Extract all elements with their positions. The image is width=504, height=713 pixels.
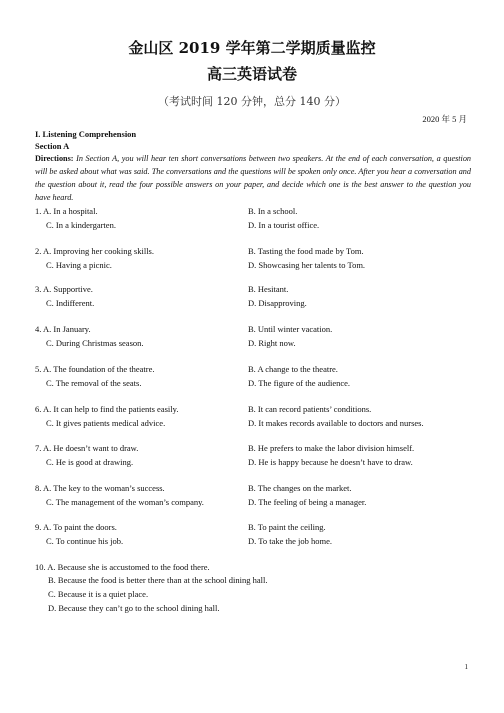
exam-date: 2020 年 5 月 (422, 114, 467, 124)
q7-option-b: B. He prefers to make the labor division himself. (248, 443, 415, 453)
q7-option-d: D. He is happy because he doesn’t have to draw. (248, 457, 413, 467)
q4-option-d: D. Right now. (248, 338, 296, 348)
q8-option-a: 8. A. The key to the woman’s success. (35, 483, 165, 493)
q2-option-c: C. Having a picnic. (46, 260, 112, 270)
q7-option-a: 7. A. He doesn’t want to draw. (35, 443, 139, 453)
q5-option-a: 5. A. The foundation of the theatre. (35, 364, 155, 374)
q9-option-a: 9. A. To paint the doors. (35, 522, 117, 532)
q9-option-c: C. To continue his job. (46, 536, 124, 546)
exam-title: 金山区 2019 学年第二学期质量监控 (128, 39, 376, 57)
q8-option-c: C. The management of the woman’s company. (46, 497, 204, 507)
q4-option-b: B. Until winter vacation. (248, 324, 333, 334)
q9-option-d: D. To take the job home. (248, 536, 332, 546)
page-number: 1 (464, 663, 468, 671)
q9-option-b: B. To paint the ceiling. (248, 522, 326, 532)
q10-option-c: C. Because it is a quiet place. (48, 589, 149, 599)
section-a-heading: Section A (35, 141, 70, 151)
q10-option-b: B. Because the food is better there than at the school dining hall. (48, 575, 268, 585)
q1-option-d: D. In a tourist office. (248, 220, 320, 230)
q3-option-d: D. Disapproving. (248, 298, 307, 308)
directions-paragraph (35, 153, 471, 205)
q7-option-c: C. He is good at drawing. (46, 457, 134, 467)
q5-option-c: C. The removal of the seats. (46, 378, 142, 388)
q1-option-c: C. In a kindergarten. (46, 220, 116, 230)
q8-option-b: B. The changes on the market. (248, 483, 352, 493)
q10-option-d: D. Because they can’t go to the school dining hall. (48, 603, 220, 613)
q1-option-b: B. In a school. (248, 206, 298, 216)
q4-option-c: C. During Christmas season. (46, 338, 144, 348)
directions-text: In Section A, you will hear ten short conversations between two speakers. At the end of each conversation, a question will be asked about what was said. The conversations and the questions will be spoken only once. After you hear a conversation and the question about it, read the four possible answers on your paper, and decide which one is the best answer to the question you have heard. (35, 154, 472, 202)
q4-option-a: 4. A. In January. (35, 324, 91, 334)
q3-option-c: C. Indifferent. (46, 298, 95, 308)
q6-option-d: D. It makes records available to doctors and nurses. (248, 418, 424, 428)
q5-option-b: B. A change to the theatre. (248, 364, 338, 374)
exam-time-note: （考试时间 120 分钟，总分 140 分） (158, 95, 346, 108)
q6-option-b: B. It can record patients’ conditions. (248, 404, 372, 414)
q6-option-a: 6. A. It can help to find the patients easily. (35, 404, 179, 414)
q2-option-b: B. Tasting the food made by Tom. (248, 246, 364, 256)
q2-option-a: 2. A. Improving her cooking skills. (35, 246, 154, 256)
directions-label: Directions: (35, 154, 74, 163)
q3-option-a: 3. A. Supportive. (35, 284, 93, 294)
q1-option-a: 1. A. In a hospital. (35, 206, 98, 216)
q2-option-d: D. Showcasing her talents to Tom. (248, 260, 366, 270)
q3-option-b: B. Hesitant. (248, 284, 289, 294)
q5-option-d: D. The figure of the audience. (248, 378, 351, 388)
q10-option-a: 10. A. Because she is accustomed to the food there. (35, 562, 210, 572)
section-title: I. Listening Comprehension (35, 129, 137, 139)
exam-subtitle: 高三英语试卷 (206, 65, 297, 83)
q8-option-d: D. The feeling of being a manager. (248, 497, 367, 507)
q6-option-c: C. It gives patients medical advice. (46, 418, 166, 428)
